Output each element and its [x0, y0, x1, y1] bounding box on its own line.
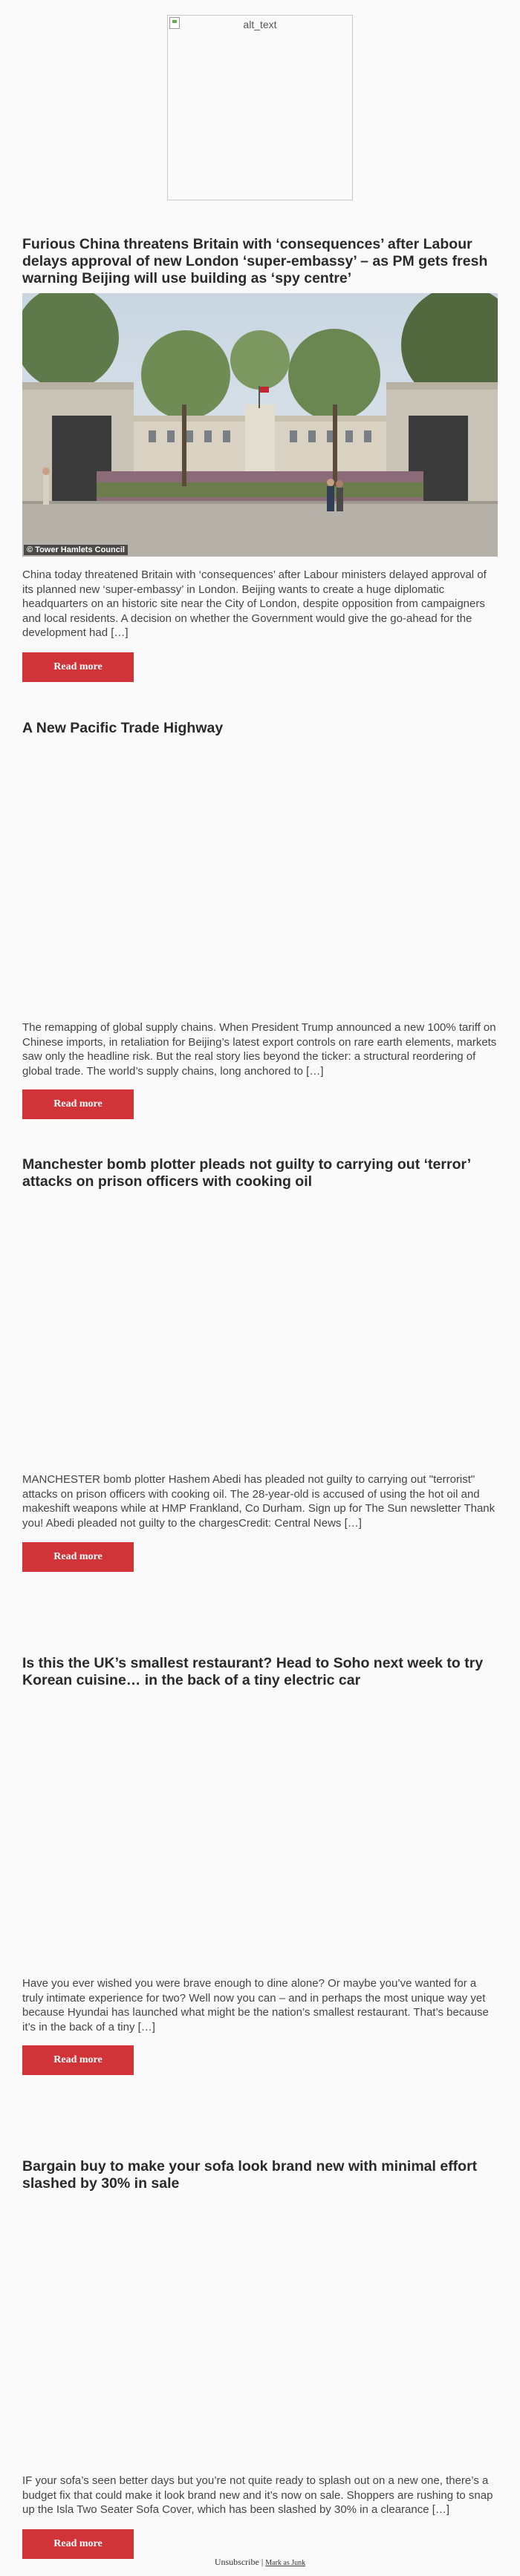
- article-image[interactable]: [22, 1197, 498, 1468]
- article-card: [22, 1655, 498, 2065]
- read-more-button[interactable]: Read more: [22, 2045, 134, 2075]
- article-card: [22, 2158, 498, 2549]
- read-more-button[interactable]: Read more: [22, 1542, 134, 1572]
- article-card: [22, 1156, 498, 1562]
- mark-as-junk-link[interactable]: Mark as Junk: [265, 2559, 306, 2567]
- article-title[interactable]: Furious China threatens Britain with ‘consequences’ after Labour delays approval of new London ‘super-embassy’ – as PM gets fresh warning Beijing will use building as ‘spy centre’: [22, 236, 488, 286]
- unsubscribe-link[interactable]: Unsubscribe: [214, 2557, 259, 2567]
- article-excerpt: The remapping of global supply chains. When President Trump announced a new 100% tariff on Chinese imports, in retaliation for Beijing’s latest export controls on rare earth elements, markets saw only the headline risk. But the real story lies beyond the ticker: a structural reordering of global trade. The world’s supply chains, long anchored to […]: [22, 1021, 497, 1078]
- footer-separator: |: [261, 2557, 264, 2567]
- logo-alt-text: alt_text: [243, 19, 277, 30]
- article-card: [22, 236, 498, 672]
- article-title[interactable]: Is this the UK’s smallest restaurant? Head to Soho next week to try Korean cuisine… in the back of a tiny electric car: [22, 1655, 484, 1688]
- article-excerpt: Have you ever wished you were brave enough to dine alone? Or maybe you’ve wanted for a truly intimate experience for two? Well now you can – and in perhaps the most unique way yet because Hyundai has launched what might be the nation’s smallest restaurant. That’s because it’s in the back of a tiny […]: [22, 1977, 489, 2033]
- read-more-button[interactable]: Read more: [22, 652, 134, 682]
- read-more-button[interactable]: Read more: [22, 1089, 134, 1119]
- article-title[interactable]: Bargain buy to make your sofa look brand new with minimal effort slashed by 30% in sale: [22, 2158, 478, 2192]
- embassy-illustration: [22, 293, 498, 557]
- article-image[interactable]: [22, 2199, 498, 2466]
- article-image[interactable]: [22, 1696, 498, 1970]
- article-card: [22, 720, 498, 1110]
- article-image[interactable]: [22, 293, 498, 557]
- header-logo-image: [167, 15, 353, 200]
- read-more-button[interactable]: Read more: [22, 2529, 134, 2559]
- article-title[interactable]: Manchester bomb plotter pleads not guilty to carrying out ‘terror’ attacks on prison officers with cooking oil: [22, 1156, 471, 1190]
- article-excerpt: China today threatened Britain with ‘consequences’ after Labour ministers delayed approval of its planned new ‘super-embassy’ in London. Beijing wants to create a huge diplomatic headquarters on an historic site near the City of London, despite opposition from campaigners and local residents. A decision on whether the Government would give the go-ahead for the development had […]: [22, 568, 487, 639]
- article-excerpt: MANCHESTER bomb plotter Hashem Abedi has pleaded not guilty to carrying out "terrorist" attacks on prison officers with cooking oil. The 28-year-old is accused of using the hot oil and makeshift weapons while at HMP Frankland, Co Durham. Sign up for The Sun newsletter Thank you! Abedi pleaded not guilty to the chargesCredit: Central News […]: [22, 1473, 495, 1530]
- article-image[interactable]: [22, 746, 498, 1017]
- image-credit: © Tower Hamlets Council: [24, 545, 128, 555]
- footer: [0, 2557, 520, 2568]
- article-title[interactable]: A New Pacific Trade Highway: [22, 720, 224, 736]
- article-excerpt: IF your sofa’s seen better days but you’re not quite ready to splash out on a new one, there’s a budget fix that could make it look brand new and it’s now on sale. Shoppers are rushing to snap up the Isla Two Seater Sofa Cover, which has been slashed by 30% in a clearance […]: [22, 2474, 493, 2516]
